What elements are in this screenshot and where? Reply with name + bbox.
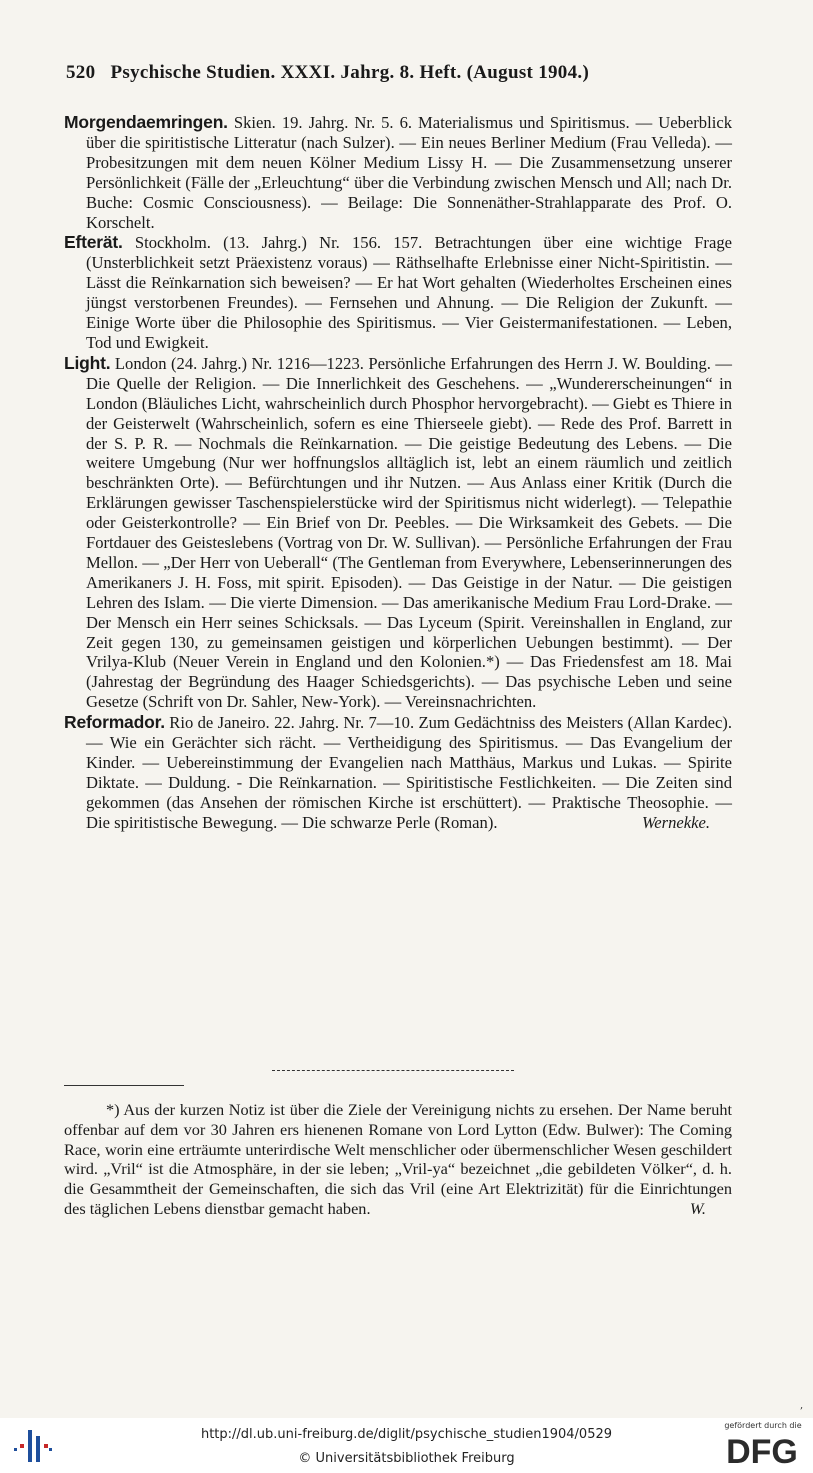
permalink-url[interactable]: http://dl.ub.uni-freiburg.de/diglit/psychische_studien1904/0529 [200, 1427, 613, 1442]
journal-name: Morgendaemringen. [64, 112, 228, 132]
journal-contents: London (24. Jahrg.) Nr. 1216—1223. Persönliche Erfahrungen des Herrn J. W. Boulding. — Die Quelle der Religion. — Die Innerlichkeit des Geschehens. — „Wundererscheinungen“ in London (Bläuliches Licht, wahrscheinlich durch Phosphor hervorgebracht). — Giebt es Thiere in der Geisterwelt (Wahrscheinlich, sofern es eine Thierseele giebt). — Rede des Prof. Barrett in der S. P. R. — Nochmals die Reïnkarnation. — Die geistige Bedeutung des Lebens. — Die weitere Umgebung (Nur wer hoffnungslos alltäglich ist, lebt an einem räumlich und zeitlich beschränkten Orte). — Befürchtungen und ihr Nutzen. — Aus Anlass einer Kritik (Durch die Erklärungen gewisser Taschenspielerstücke wird der Spiritismus nicht widerlegt). — Telepathie oder Geisterkontrolle? — Ein Brief von Dr. Peebles. — Die Wirksamkeit des Gebets. — Die Fortdauer des Geisteslebens (Vortrag von Dr. W. Sullivan). — Persönliche Erfahrungen der Frau Mellon. — „Der Herr von Ueberall“ (The Gentleman from Everywhere, Lebenserinnerungen des Amerikaners J. H. Foss, mit spirit. Episoden). — Das Geistige in der Natur. — Die geistigen Lehren des Islam. — Die vierte Dimension. — Das amerikanische Medium Frau Lord-Drake. — Der Mensch ein Herr seines Schicksals. — Das Lyceum (Spirit. Vereinshallen in England, zur Zeit gegen 130, zu gemeinsamen geistigen und körperlichen Uebungen bestimmt). — Der Vrilya-Klub (Neuer Verein in England und den Kolonien.*) — Das Friedensfest am 18. Mai (Jahrestag der Begründung des Haager Schiedsgerichts). — Das psychische Leben und seine Gesetze (Schrift von Dr. Sahler, New-York). — Vereinsnachrichten. [86, 353, 732, 712]
footnote-text: *) Aus der kurzen Notiz ist über die Ziele der Vereinigung nichts zu ersehen. Der Name beruht offenbar auf dem vor 30 Jahren ers hienenen Romane von Lord Lytton (Edw. Bulwer): The Coming Race, worin eine erträumte unterirdische Welt menschlicher oder übermenschlicher Wesen geschildert wird. „Vril“ ist die Atmosphäre, in der sie leben; „Vril-ya“ bezeichnet „die gebildeten Völker“, d. h. die Gesammtheit der Gemeinschaften, die sich das Vril (eine Art Elektrizität) für die Einrichtungen des täglichen Lebens dienstbar gemacht haben. [64, 1100, 732, 1218]
journal-entry-reformador [64, 713, 732, 832]
journal-entry-light [64, 354, 732, 712]
journal-name: Efterät. [64, 232, 123, 253]
author-signature: Wernekke. [641, 812, 710, 832]
journal-review-list [64, 113, 732, 834]
section-divider [272, 1070, 514, 1072]
page-header [66, 62, 706, 92]
running-title: Psychische Studien. XXXI. Jahrg. 8. Heft. (August 1904.) [110, 62, 590, 83]
journal-contents: Stockholm. (13. Jahrg.) Nr. 156. 157. Betrachtungen über eine wichtige Frage (Unsterblichkeit setzt Präexistenz voraus) — Räthselhafte Erlebnisse einer Nicht-Spiritistin. — Lässt die Reïnkarnation sich beweisen? — Er hat Wort gehalten (Wiederholtes Erscheinen eines jüngst verstorbenen Freundes). — Fernsehen und Ahnung. — Die Religion der Zukunft. — Einige Worte über die Philosophie des Spiritismus. — Vier Geistermanifestationen. — Leben, Tod und Ewigkeit. [86, 233, 732, 352]
journal-name: Light. [64, 352, 111, 373]
footnote-rule [64, 1085, 184, 1086]
journal-contents: Rio de Janeiro. 22. Jahrg. Nr. 7—10. Zum Gedächtniss des Meisters (Allan Kardec). — Wie ein Gerächter sich rächt. — Vertheidigung des Spiritismus. — Das Evangelium der Kinder. — Uebereinstimmung der Evangelien nach Matthäus, Markus und Lukas. — Spirite Diktate. — Duldung. - Die Reïnkarnation. — Spiritistische Festlichkeiten. — Die Zeiten sind gekommen (das Ansehen der römischen Kirche ist erschüttert). — Praktische Theosophie. — Die spiritistische Bewegung. — Die schwarze Perle (Roman). [86, 713, 732, 832]
footnote-signature: W. [689, 1198, 706, 1218]
journal-entry-efteraet [64, 233, 732, 352]
dfg-logo-icon [718, 1434, 806, 1466]
journal-contents: Skien. 19. Jahrg. Nr. 5. 6. Materialismus und Spiritismus. — Ueberblick über die spiritistische Litteratur (nach Sulzer). — Ein neues Berliner Medium (Frau Velleda). — Probesitzungen mit dem neuen Kölner Medium Lissy H. — Die Zusammensetzung unserer Persönlichkeit (Fälle der „Erleuchtung“ über die Verbindung zwischen Mensch und All; nach Dr. Buche: Cosmic Consciousness). — Beilage: Die Sonnenäther-Strahlapparate des Prof. O. Korschelt. [86, 113, 732, 232]
footnote [64, 1100, 732, 1219]
journal-name: Reformador. [64, 712, 165, 733]
svg-text:DFG: DFG [726, 1434, 798, 1466]
scan-speck: , [800, 1400, 804, 1411]
page-number: 520 [66, 62, 96, 83]
journal-entry-morgendaemringen [64, 113, 732, 232]
copyright-text: © Universitätsbibliothek Freiburg [298, 1451, 515, 1466]
dfg-funding-note: gefördert durch die [724, 1421, 802, 1430]
